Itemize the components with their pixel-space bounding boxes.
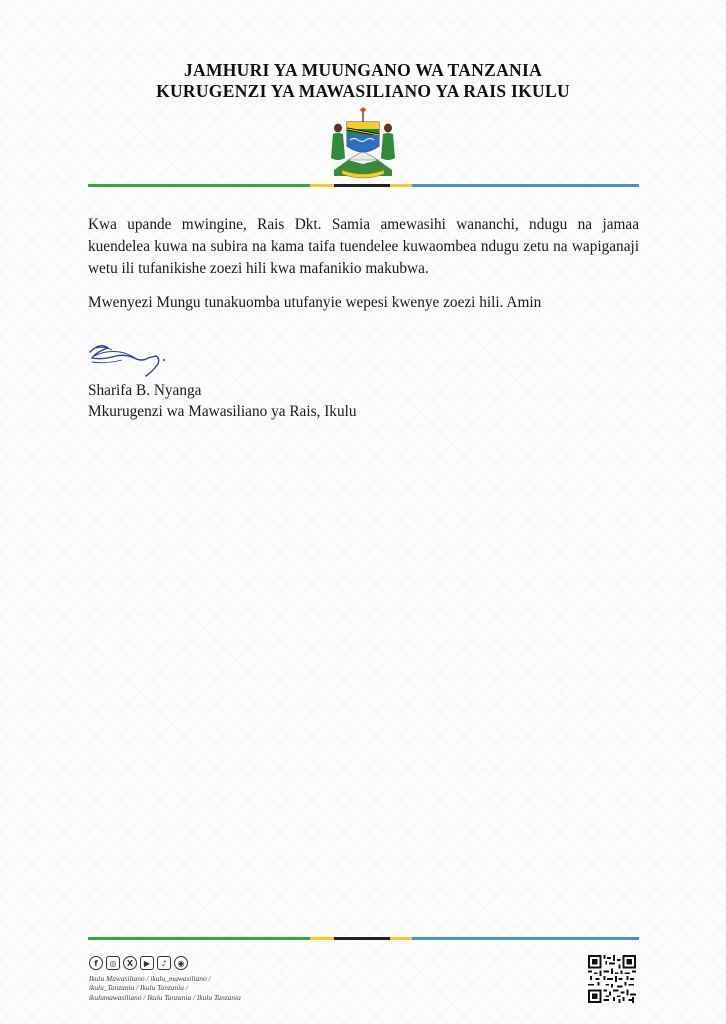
signature-icon <box>86 338 170 378</box>
social-handles <box>89 974 269 1002</box>
handles-line-1: Ikulu Mawasiliano / ikulu_mawasiliano / <box>89 974 211 983</box>
signer-block <box>88 380 357 422</box>
coat-of-arms-icon <box>328 106 398 180</box>
youtube-icon[interactable]: ▶ <box>140 956 154 970</box>
signer-name: Sharifa B. Nyanga <box>88 382 202 399</box>
letter-body <box>88 214 639 314</box>
qr-code-icon[interactable] <box>588 955 636 1003</box>
handles-line-3: ikulumawasiliano / Ikulu Tanzania / Ikulu Tanzania <box>89 992 241 1002</box>
facebook-icon[interactable]: f <box>89 956 103 970</box>
tiktok-icon[interactable]: ♪ <box>157 956 171 970</box>
footer-divider <box>88 937 639 940</box>
instagram-icon[interactable]: ◎ <box>106 956 120 970</box>
document-header <box>0 60 726 102</box>
header-directorate-title: KURUGENZI YA MAWASILIANO YA RAIS IKULU <box>156 81 570 101</box>
body-paragraph-2: Mwenyezi Mungu tunakuomba utufanyie wepesi kwenye zoezi hili. Amin <box>88 294 542 311</box>
social-icons <box>89 956 188 970</box>
header-country-title: JAMHURI YA MUUNGANO WA TANZANIA <box>183 60 543 80</box>
body-paragraph-1: Kwa upande mwingine, Rais Dkt. Samia amewasihi wananchi, ndugu na jamaa kuendelea kuwa na subira na kama taifa tuendelee kuwaombea ndugu zetu na wapiganaji wetu ili tufanikishe zoezi hili kwa mafanikio makubwa. <box>88 216 639 277</box>
x-icon[interactable]: X <box>123 956 137 970</box>
podcast-icon[interactable]: ◉ <box>174 956 188 970</box>
signer-title: Mkurugenzi wa Mawasiliano ya Rais, Ikulu <box>88 403 357 420</box>
header-divider <box>88 184 639 187</box>
handles-line-2: ikulu_Tanzania / Ikulu Tanzania / <box>89 983 188 993</box>
